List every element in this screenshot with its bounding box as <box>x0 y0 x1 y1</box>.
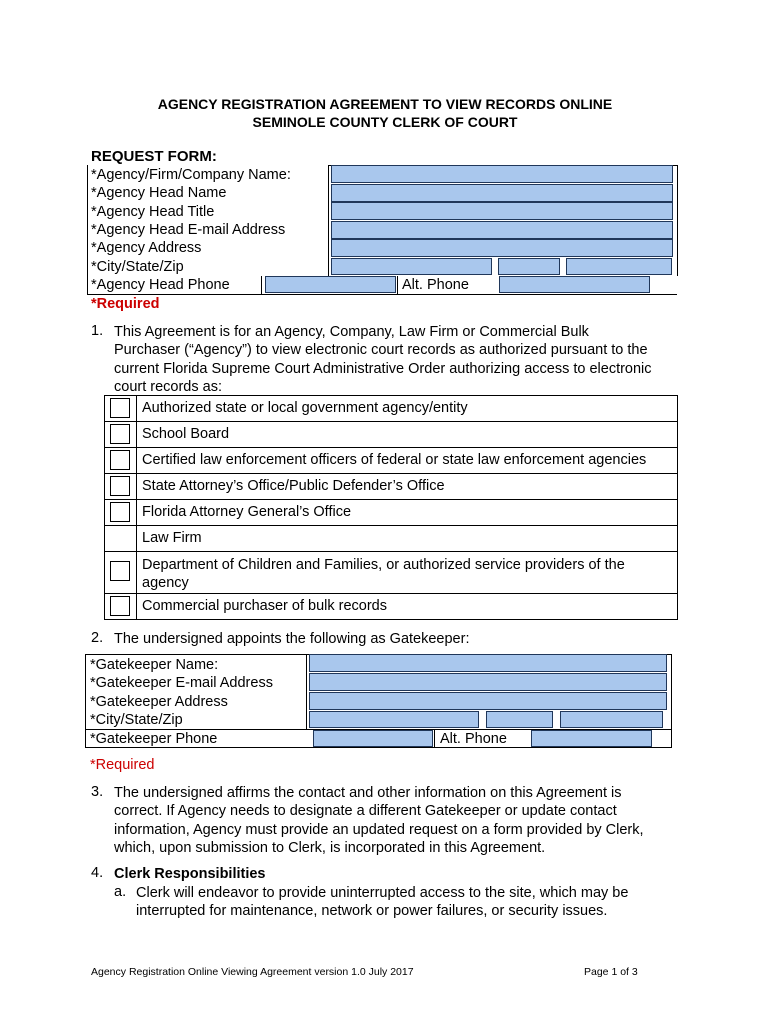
required-note: *Required <box>91 296 160 312</box>
option-school-board: School Board <box>142 426 230 442</box>
gatekeeper-phone-field[interactable] <box>313 730 433 747</box>
agency-head-email-field[interactable] <box>331 221 673 239</box>
gatekeeper-city-state-zip-label: *City/State/Zip <box>90 712 183 728</box>
agency-head-phone-label: *Agency Head Phone <box>91 277 230 293</box>
section-3-text <box>114 784 644 858</box>
option-dcf <box>142 556 625 592</box>
section-1-line: court records as: <box>114 379 222 396</box>
section-1-line: Purchaser (“Agency”) to view electronic court records as authorized pursuant to the <box>114 342 648 359</box>
section-2-text: The undersigned appoints the following as Gatekeeper: <box>114 631 470 647</box>
agency-head-email-label: *Agency Head E-mail Address <box>91 222 286 238</box>
gatekeeper-zip-field[interactable] <box>560 711 663 728</box>
gatekeeper-email-field[interactable] <box>309 673 667 691</box>
section-1-text <box>114 323 652 397</box>
checkbox-state-attorney[interactable] <box>110 476 130 496</box>
section-2-number: 2. <box>91 630 104 646</box>
section-4a-line: interrupted for maintenance, network or power failures, or security issues. <box>136 903 608 920</box>
gatekeeper-name-field[interactable] <box>309 654 667 672</box>
company-name-label: *Agency/Firm/Company Name: <box>91 167 291 183</box>
option-dcf-line: Department of Children and Families, or authorized service providers of the <box>142 557 625 573</box>
agency-head-title-field[interactable] <box>331 202 673 220</box>
section-4a-line: Clerk will endeavor to provide uninterrupted access to the site, which may be <box>136 885 629 901</box>
section-1-number: 1. <box>91 323 104 339</box>
section-4a-letter: a. <box>114 884 127 900</box>
agency-head-name-field[interactable] <box>331 184 673 202</box>
section-1-line: current Florida Supreme Court Administrative Order authorizing access to electronic <box>114 360 652 377</box>
section-3-line: information, Agency must provide an updated request on a form provided by Clerk, <box>114 821 644 838</box>
agency-head-name-label: *Agency Head Name <box>91 185 227 201</box>
section-4-number: 4. <box>91 865 104 881</box>
option-government-agency: Authorized state or local government agency/entity <box>142 400 468 416</box>
checkbox-dcf[interactable] <box>110 561 130 581</box>
agency-address-field[interactable] <box>331 239 673 257</box>
agency-alt-phone-field[interactable] <box>499 276 650 293</box>
document-title-line2: SEMINOLE COUNTY CLERK OF COURT <box>252 114 518 130</box>
agency-address-label: *Agency Address <box>91 240 202 256</box>
option-law-enforcement: Certified law enforcement officers of federal or state law enforcement agencies <box>142 452 647 468</box>
checkbox-law-enforcement[interactable] <box>110 450 130 470</box>
option-state-attorney: State Attorney’s Office/Public Defender’s Office <box>142 478 445 494</box>
footer-page-number: Page 1 of 3 <box>584 966 638 978</box>
agency-head-phone-field[interactable] <box>265 276 396 293</box>
gatekeeper-address-field[interactable] <box>309 692 667 710</box>
gatekeeper-email-label: *Gatekeeper E-mail Address <box>90 675 273 691</box>
agency-state-field[interactable] <box>498 258 560 275</box>
option-attorney-general: Florida Attorney General’s Office <box>142 504 352 520</box>
agency-alt-phone-label: Alt. Phone <box>402 277 469 293</box>
gatekeeper-address-label: *Gatekeeper Address <box>90 694 228 710</box>
section-4a-text <box>136 884 628 921</box>
request-form-heading: REQUEST FORM: <box>91 148 217 165</box>
checkbox-government-agency[interactable] <box>110 398 130 418</box>
checkbox-attorney-general[interactable] <box>110 502 130 522</box>
checkbox-bulk-purchaser[interactable] <box>110 596 130 616</box>
section-3-line: correct. If Agency needs to designate a different Gatekeeper or update contact <box>114 803 617 820</box>
company-name-field[interactable] <box>331 165 673 183</box>
option-dcf-line: agency <box>142 575 189 591</box>
gatekeeper-name-label: *Gatekeeper Name: <box>90 657 219 673</box>
section-1-line: This Agreement is for an Agency, Company, Law Firm or Commercial Bulk <box>114 324 589 340</box>
section-4-heading: Clerk Responsibilities <box>114 866 266 882</box>
agency-city-field[interactable] <box>331 258 492 275</box>
gatekeeper-state-field[interactable] <box>486 711 553 728</box>
section-3-line: which, upon submission to Clerk, is incorporated in this Agreement. <box>114 840 546 857</box>
gatekeeper-alt-phone-label: Alt. Phone <box>440 731 507 747</box>
footer-version: Agency Registration Online Viewing Agreement version 1.0 July 2017 <box>91 966 414 978</box>
option-law-firm: Law Firm <box>142 530 202 546</box>
gatekeeper-required-note: *Required <box>90 757 155 773</box>
gatekeeper-city-field[interactable] <box>309 711 479 728</box>
document-title-line1: AGENCY REGISTRATION AGREEMENT TO VIEW RECORDS ONLINE <box>157 96 613 112</box>
gatekeeper-phone-label: *Gatekeeper Phone <box>90 731 218 747</box>
agency-head-title-label: *Agency Head Title <box>91 204 215 220</box>
agency-zip-field[interactable] <box>566 258 672 275</box>
option-bulk-purchaser: Commercial purchaser of bulk records <box>142 598 387 614</box>
checkbox-school-board[interactable] <box>110 424 130 444</box>
gatekeeper-alt-phone-field[interactable] <box>531 730 652 747</box>
section-3-number: 3. <box>91 784 104 800</box>
section-3-line: The undersigned affirms the contact and other information on this Agreement is <box>114 785 622 801</box>
agency-city-state-zip-label: *City/State/Zip <box>91 259 184 275</box>
